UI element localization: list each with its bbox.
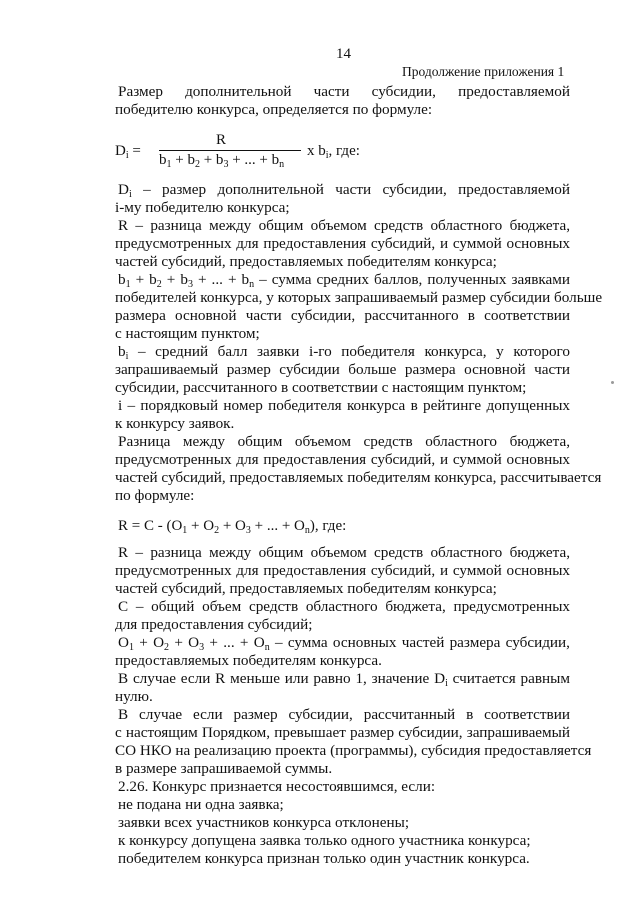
bi-definition-line-1: $b_i$ – средний балл заявки i-го победителя конкурса, у которого (118, 343, 570, 362)
r-le-1-line-2: нулю. (115, 688, 153, 705)
b-sum-definition-line-3: размера основной части субсидии, рассчитанного в соответствии (115, 307, 570, 324)
exceed-para-line-1: В случае если размер субсидии, рассчитанный в соответствии (118, 706, 570, 723)
clause-2-26-heading: 2.26. Конкурс признается несостоявшимся, если: (118, 778, 436, 795)
exceed-para-line-3: СО НКО на реализацию проекта (программы), субсидия предоставляется (115, 742, 592, 759)
intro-line-2: победителю конкурса, определяется по формуле: (115, 101, 433, 118)
intro-line-1: Размер дополнительной части субсидии, предоставляемой (118, 83, 570, 100)
r-definition-line-1: R – разница между общим объемом средств областного бюджета, (118, 217, 570, 234)
fraction-bar (159, 150, 301, 151)
clause-2-26-item: заявки всех участников конкурса отклонены; (118, 814, 410, 831)
scan-artifact-dot (611, 381, 614, 384)
exceed-para-line-2: с настоящим Порядком, превышает размер субсидии, запрашиваемый (115, 724, 570, 741)
formula-r: $R = C - (O_1 + O_2 + O_3$ + ... + $O_n$), где: (118, 518, 347, 536)
difference-para-line-1: Разница между общим объемом средств областного бюджета, (118, 433, 570, 450)
formula-numerator: R (216, 132, 227, 148)
c-definition-line-2: для предоставления субсидий; (115, 616, 313, 633)
page-number: 14 (336, 46, 351, 62)
d-definition-line-1: $D_i$ – размер дополнительной части субсидии, предоставляемой (118, 181, 570, 200)
o-sum-definition-line-2: предоставляемых победителям конкурса. (115, 652, 382, 669)
exceed-para-line-4: в размере запрашиваемой суммы. (115, 760, 333, 777)
r-definition2-line-1: R – разница между общим объемом средств областного бюджета, (118, 544, 570, 561)
i-definition-line-2: к конкурсу заявок. (115, 415, 235, 432)
b-sum-definition-line-4: с настоящим пунктом; (115, 325, 260, 342)
b-sum-definition-line-1: $b_1 + b_2 + b_3$ + ... + $b_n$ – сумма средних баллов, полученных заявками (118, 271, 570, 290)
b-sum-definition-line-2: победителей конкурса, у которых запрашиваемый размер субсидии больше (115, 289, 603, 306)
difference-para-line-4: по формуле: (115, 487, 195, 504)
bi-definition-line-2: запрашиваемый размер субсидии больше размера основной части (115, 361, 570, 378)
r-le-1-line-1: В случае если R меньше или равно 1, значение $D_i$ считается равным (118, 670, 570, 689)
clause-2-26-item: победителем конкурса признан только один участник конкурса. (118, 850, 530, 867)
r-definition-line-2: предусмотренных для предоставления субсидий, и суммой основных (115, 235, 570, 252)
c-definition-line-1: С – общий объем средств областного бюджета, предусмотренных (118, 598, 570, 615)
i-definition-line-1: i – порядковый номер победителя конкурса в рейтинге допущенных (118, 397, 570, 414)
difference-para-line-2: предусмотренных для предоставления субсидий, и суммой основных (115, 451, 570, 468)
d-definition-line-2: i-му победителю конкурса; (115, 199, 290, 216)
bi-definition-line-3: субсидии, рассчитанного в соответствии с настоящим пунктом; (115, 379, 527, 396)
appendix-continuation-note: Продолжение приложения 1 (402, 64, 565, 79)
formula-d-i (115, 132, 415, 172)
r-definition2-line-2: предусмотренных для предоставления субсидий, и суммой основных (115, 562, 570, 579)
o-sum-definition-line-1: $O_1 + O_2 + O_3$ + ... + $O_n$ – сумма основных частей размера субсидии, (118, 634, 570, 653)
r-definition-line-3: частей субсидий, предоставляемых победителям конкурса; (115, 253, 497, 270)
formula-lhs: $D_i$ = (115, 143, 141, 161)
formula-rhs: x $b_i$, где: (307, 143, 360, 161)
difference-para-line-3: частей субсидий, предоставляемых победителям конкурса, рассчитывается (115, 469, 602, 486)
clause-2-26-item: не подана ни одна заявка; (118, 796, 284, 813)
clause-2-26-item: к конкурсу допущена заявка только одного участника конкурса; (118, 832, 531, 849)
formula-denominator: $b_1 + b_2 + b_3$ + ... + $b_n$ (159, 152, 285, 170)
r-definition2-line-3: частей субсидий, предоставляемых победителям конкурса; (115, 580, 497, 597)
